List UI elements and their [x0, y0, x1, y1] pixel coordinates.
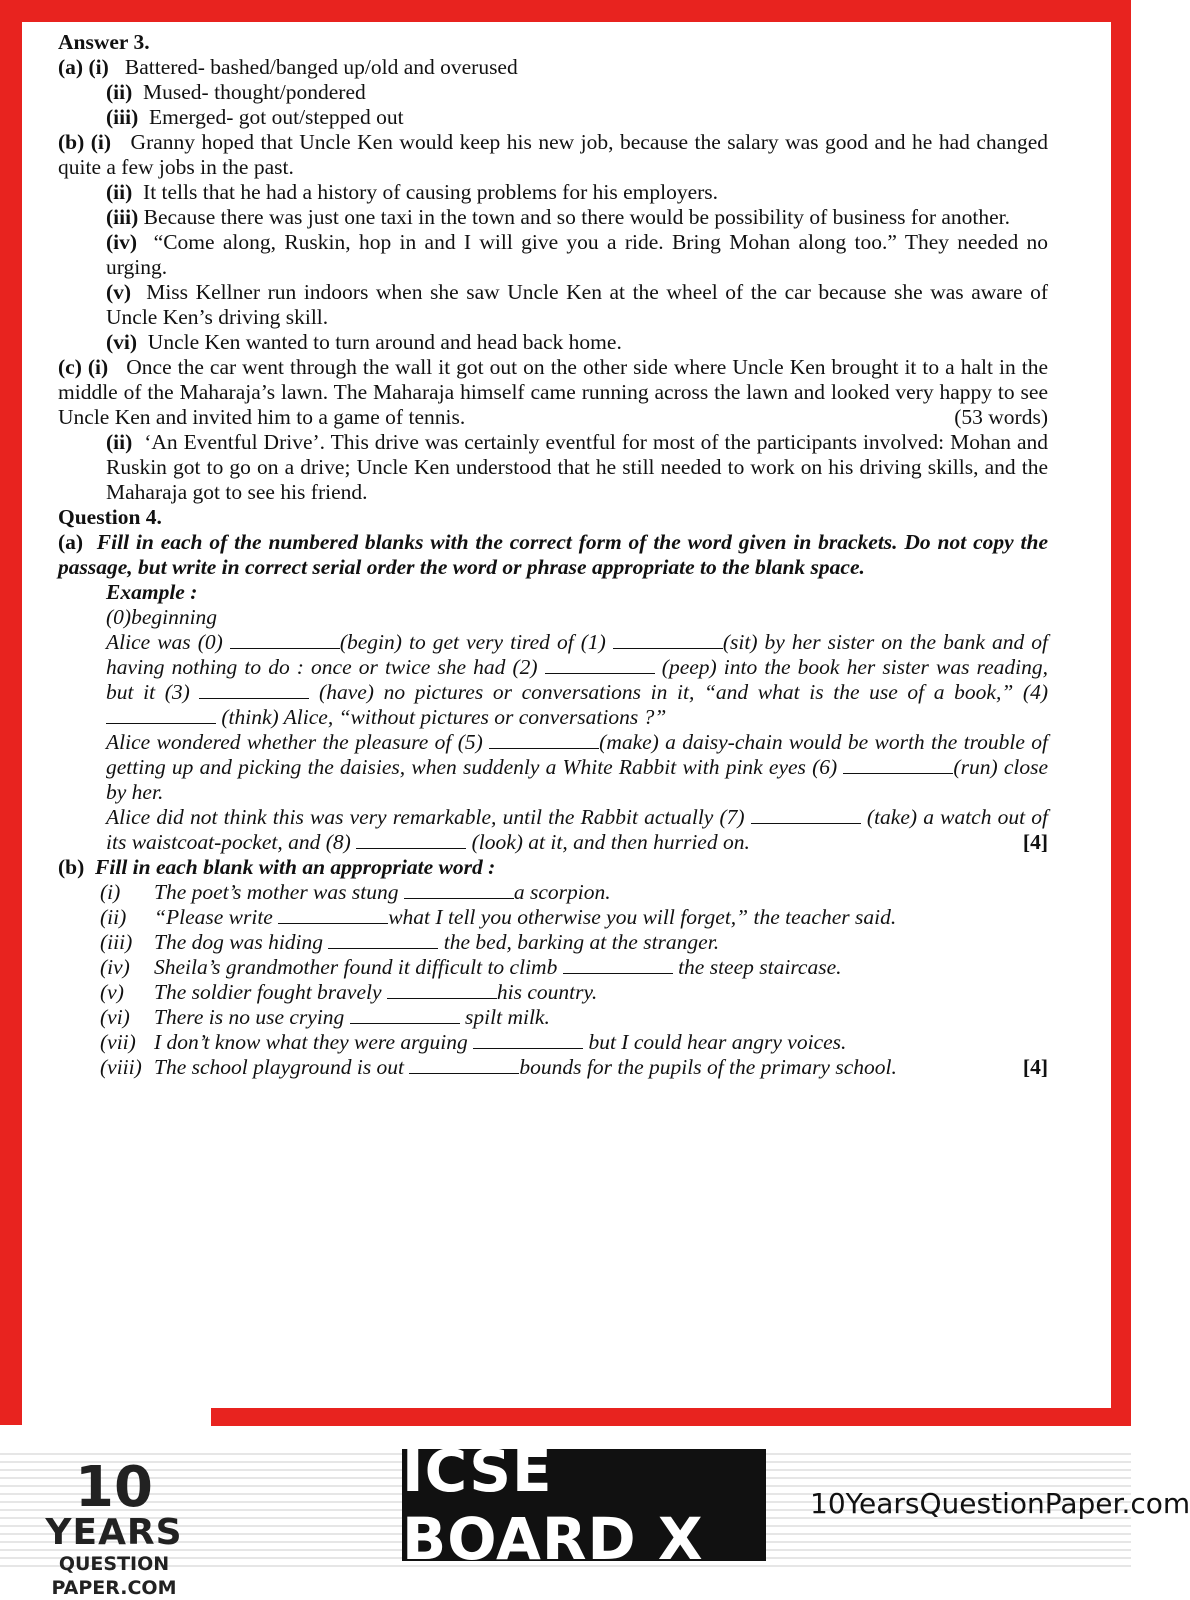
answer3-b-iv — [58, 230, 1048, 280]
cloze-passage — [58, 630, 1048, 855]
item-sentence — [154, 880, 1048, 905]
passage-text: (look) at it, and then hurried on. — [466, 830, 750, 854]
passage-text: Alice wondered whether the pleasure of (5) — [106, 730, 490, 754]
example-answer: (0)beginning — [106, 605, 218, 629]
item-label: (iii) — [100, 930, 133, 954]
item-sentence — [154, 1030, 1048, 1055]
item-sentence — [154, 930, 1048, 955]
question4-heading: Question 4. — [58, 505, 162, 529]
answer3-b-vi — [58, 330, 1048, 355]
item-label: (ii) — [106, 430, 133, 454]
item-label: (c) (i) — [58, 355, 109, 379]
passage-text: (run) close by her. — [106, 755, 1048, 804]
fill-blank-list — [58, 880, 1048, 1080]
answer3-b-i — [58, 130, 1048, 180]
red-frame-right — [1111, 0, 1131, 1425]
sentence-before: The school playground is out — [154, 1055, 410, 1079]
logo-site: QUESTION PAPER.COM — [51, 1553, 177, 1599]
item-text: Miss Kellner run indoors when she saw Uncle Ken at the wheel of the car because she was aware of Uncle Ken’s driving skill. — [106, 280, 1049, 329]
item-label: (i) — [100, 880, 121, 904]
item-text: It tells that he had a history of causing problems for his employers. — [143, 180, 719, 204]
item-label: (v) — [100, 980, 124, 1004]
instruction-text: Fill in each of the numbered blanks with the correct form of the word given in brackets. Do not copy the passage, but write in correct serial order the word or phrase appropriate to the blank space. — [58, 530, 1048, 579]
item-label: (iii) — [106, 205, 139, 229]
word-count: (53 words) — [954, 405, 1048, 429]
blank-line — [106, 707, 216, 724]
item-label: (ii) — [100, 905, 127, 929]
blank-line — [563, 957, 673, 974]
item-sentence — [154, 1055, 1048, 1080]
blank-line — [387, 982, 497, 999]
marks-b: [4] — [1022, 1055, 1048, 1079]
example-label: Example : — [106, 580, 198, 604]
answer3-b-iii — [58, 205, 1048, 230]
item-label: (viii) — [100, 1055, 142, 1079]
answer3-b-ii — [58, 180, 1048, 205]
answer3-c-ii — [58, 430, 1048, 505]
item-label: (b) (i) — [58, 130, 112, 154]
item-label: (ii) — [106, 180, 133, 204]
blank-line — [278, 907, 388, 924]
item-sentence — [154, 980, 1048, 1005]
sentence-before: The soldier fought bravely — [154, 980, 387, 1004]
red-frame-bottom — [211, 1408, 1131, 1426]
sentence-before: “Please write — [154, 905, 279, 929]
answer3-a-ii — [58, 80, 1048, 105]
fill-blank-item — [100, 905, 1048, 930]
fill-blank-item — [100, 980, 1048, 1005]
sentence-after: bounds for the pupils of the primary school. — [519, 1055, 897, 1079]
answer3-heading: Answer 3. — [58, 30, 150, 54]
passage-text: (peep) into the book her sister was reading, but it (3) — [106, 655, 1049, 704]
fill-blank-item — [100, 1005, 1048, 1030]
passage-text: (make) a daisy-chain would be worth the trouble of getting up and picking the daisies, when suddenly a White Rabbit with pink eyes (6) — [106, 730, 1048, 779]
fill-blank-item — [100, 955, 1048, 980]
item-text: Once the car went through the wall it got out on the other side where Uncle Ken brought it to a halt in the middle of the Maharaja’s lawn. The Maharaja himself came running across the lawn and looked very happy to see Uncle Ken and invited him to a game of tennis. — [58, 355, 1049, 429]
item-label: (vi) — [100, 1005, 130, 1029]
passage-text: Alice did not think this was very remarkable, until the Rabbit actually (7) — [106, 805, 751, 829]
answer3-a-i — [58, 55, 1048, 80]
item-label: (b) — [58, 855, 85, 879]
document-content — [58, 30, 1048, 1080]
answer3-a-iii — [58, 105, 1048, 130]
item-label: (iii) — [106, 105, 139, 129]
fill-blank-item — [100, 930, 1048, 955]
passage-text: (sit) by her sister on the bank and of having nothing to do : once or twice she had (2) — [106, 630, 1048, 679]
question4-a-instruction — [58, 530, 1048, 580]
fill-blank-item — [100, 880, 1048, 905]
item-sentence — [154, 1005, 1048, 1030]
sentence-before: Sheila’s grandmother found it difficult to climb — [154, 955, 563, 979]
sentence-before: I don’t know what they were arguing — [154, 1030, 474, 1054]
sentence-after: what I tell you otherwise you will forget,” the teacher said. — [388, 905, 897, 929]
sentence-after: a scorpion. — [513, 880, 611, 904]
question4-b-instruction — [58, 855, 1048, 880]
instruction-text: Fill in each blank with an appropriate word : — [95, 855, 496, 879]
item-text: Uncle Ken wanted to turn around and head back home. — [147, 330, 622, 354]
blank-line — [489, 732, 599, 749]
item-label: (iv) — [106, 230, 138, 254]
answer3-b-v — [58, 280, 1048, 330]
item-label: (vi) — [106, 330, 138, 354]
sentence-before: The dog was hiding — [154, 930, 329, 954]
blank-line — [843, 757, 953, 774]
sentence-after: spilt milk. — [459, 1005, 550, 1029]
blank-line — [350, 1007, 460, 1024]
item-label: (a) — [58, 530, 84, 554]
website-link[interactable]: 10YearsQuestionPaper.com — [810, 1487, 1190, 1520]
blank-line — [409, 1057, 519, 1074]
logo-number: 10 — [75, 1455, 153, 1520]
blank-line — [199, 682, 309, 699]
item-text: ‘An Eventful Drive’. This drive was certainly eventful for most of the participants involved: Mohan and Ruskin got to go on a drive; Uncle Ken understood that he still needed to work on his driving skills, and the Maharaja got to see his friend. — [106, 430, 1049, 504]
sentence-before: There is no use crying — [154, 1005, 350, 1029]
blank-line — [473, 1032, 583, 1049]
blank-line — [545, 657, 655, 674]
board-banner: ICSE BOARD X — [402, 1449, 766, 1561]
item-label: (v) — [106, 280, 132, 304]
item-text: “Come along, Ruskin, hop in and I will give you a ride. Bring Mohan along too.” They needed no urging. — [106, 230, 1048, 279]
item-label: (a) (i) — [58, 55, 109, 79]
fill-blank-item — [100, 1055, 1048, 1080]
item-text: Because there was just one taxi in the town and so there would be possibility of business for another. — [143, 205, 1011, 229]
item-text: Granny hoped that Uncle Ken would keep his new job, because the salary was good and he had changed quite a few jobs in the past. — [58, 130, 1048, 179]
blank-line — [356, 832, 466, 849]
item-text: Battered- bashed/banged up/old and overused — [124, 55, 518, 79]
marks-a: [4] — [1022, 830, 1048, 854]
item-sentence — [154, 955, 1048, 980]
blank-line — [404, 882, 514, 899]
blank-line — [230, 632, 340, 649]
passage-text: (begin) to get very tired of (1) — [339, 630, 613, 654]
item-sentence — [154, 905, 1048, 930]
passage-text: (take) a watch out of its waistcoat-pocket, and (8) — [106, 805, 1048, 854]
passage-text: Alice was (0) — [106, 630, 230, 654]
blank-line — [328, 932, 438, 949]
fill-blank-item — [100, 1030, 1048, 1055]
logo-years: YEARS — [45, 1512, 183, 1553]
passage-text: (have) no pictures or conversations in it, “and what is the use of a book,” (4) — [309, 680, 1048, 704]
red-frame-top — [0, 0, 1131, 22]
blank-line — [613, 632, 723, 649]
item-label: (ii) — [106, 80, 133, 104]
sentence-after: the steep staircase. — [672, 955, 842, 979]
passage-text: (think) Alice, “without pictures or conversations ?” — [216, 705, 667, 729]
sentence-after: but I could hear angry voices. — [583, 1030, 847, 1054]
site-logo — [24, 1455, 204, 1600]
item-text: Mused- thought/pondered — [143, 80, 366, 104]
red-frame-left — [0, 0, 22, 1425]
sentence-before: The poet’s mother was stung — [154, 880, 404, 904]
item-label: (iv) — [100, 955, 130, 979]
item-text: Emerged- got out/stepped out — [149, 105, 404, 129]
sentence-after: the bed, barking at the stranger. — [438, 930, 720, 954]
sentence-after: his country. — [496, 980, 598, 1004]
blank-line — [751, 807, 861, 824]
item-label: (vii) — [100, 1030, 136, 1054]
